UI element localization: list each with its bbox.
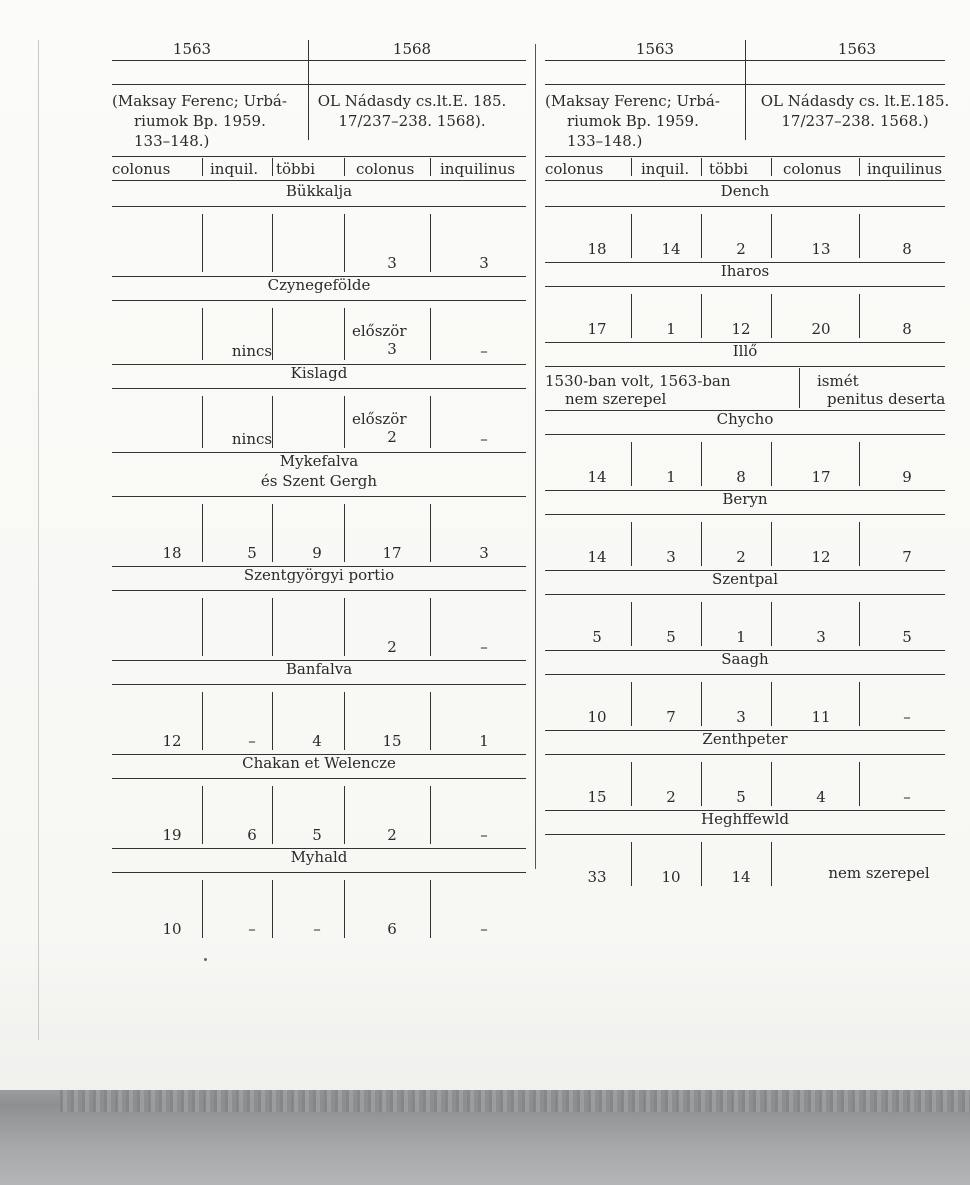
source-citation: 17/237–238. 1568). <box>338 112 486 130</box>
cell-divider <box>701 294 702 338</box>
cell-divider <box>272 504 273 562</box>
cell-value: 8 <box>902 320 912 338</box>
cell-value: 4 <box>816 788 826 806</box>
cell-value: 9 <box>902 468 912 486</box>
cell-divider <box>701 442 702 486</box>
cell-divider <box>771 602 772 646</box>
place-name: Banfalva <box>285 660 353 678</box>
cell-divider <box>859 682 860 726</box>
cell-value: először <box>352 322 407 340</box>
cell-value: 12 <box>162 732 182 750</box>
cell-divider <box>202 880 203 938</box>
cell-divider <box>859 214 860 258</box>
cell-divider <box>631 214 632 258</box>
source-citation: (Maksay Ferenc; Urbá- <box>545 92 720 110</box>
cell-divider <box>771 214 772 258</box>
cell-value: – <box>248 732 256 750</box>
cell-value: 4 <box>312 732 322 750</box>
cell-value: 1 <box>736 628 746 646</box>
cell-divider <box>272 880 273 938</box>
place-name: Mykefalva <box>279 452 359 470</box>
year-header: 1563 <box>837 40 877 58</box>
cell-value: 5 <box>736 788 746 806</box>
place-name: Szentgyörgyi portio <box>243 566 395 584</box>
cell-value: 3 <box>816 628 826 646</box>
cell-divider <box>701 602 702 646</box>
cell-divider <box>631 294 632 338</box>
header-rule <box>545 156 945 157</box>
column-header: többi <box>709 160 749 178</box>
place-rule <box>112 496 526 497</box>
cell-divider <box>771 682 772 726</box>
cell-divider <box>631 522 632 566</box>
cell-divider <box>202 158 203 176</box>
cell-divider <box>308 40 309 140</box>
cell-divider <box>859 602 860 646</box>
cell-value: 3 <box>666 548 676 566</box>
place-name: Myhald <box>290 848 348 866</box>
cell-value: 14 <box>661 240 681 258</box>
place-name: Beryn <box>722 490 768 508</box>
cell-value: 1 <box>479 732 489 750</box>
cell-value: 2 <box>666 788 676 806</box>
cell-value: nincs <box>231 342 273 360</box>
cell-value: nincs <box>231 430 273 448</box>
place-name: Bükkalja <box>285 182 353 200</box>
cell-divider <box>771 442 772 486</box>
cell-value: 2 <box>387 826 397 844</box>
cell-divider <box>430 504 431 562</box>
cell-divider <box>272 214 273 272</box>
cell-divider <box>771 294 772 338</box>
cell-value: 33 <box>587 868 607 886</box>
table-top-rule <box>112 60 526 61</box>
cell-value: 17 <box>587 320 607 338</box>
note-text: 1530-ban volt, 1563-ban <box>545 372 731 390</box>
cell-divider <box>859 442 860 486</box>
cell-value: 3 <box>387 254 397 272</box>
cell-value: 3 <box>479 544 489 562</box>
cell-value: 9 <box>312 544 322 562</box>
cell-divider <box>202 214 203 272</box>
cell-value: 17 <box>382 544 402 562</box>
place-name: Illő <box>732 342 758 360</box>
cell-value: – <box>480 430 488 448</box>
cell-value: 5 <box>247 544 257 562</box>
note-text: penitus deserta <box>827 390 946 408</box>
place-rule <box>545 754 945 755</box>
cell-value: – <box>903 788 911 806</box>
source-citation: riumok Bp. 1959. <box>134 112 266 130</box>
cell-divider <box>771 842 772 886</box>
column-header: colonus <box>545 160 604 178</box>
source-citation: 133–148.) <box>134 132 210 150</box>
cell-value: 18 <box>587 240 607 258</box>
place-rule <box>545 834 945 835</box>
cell-divider <box>344 880 345 938</box>
year-header: 1563 <box>172 40 212 58</box>
place-rule <box>545 286 945 287</box>
cell-value: 15 <box>587 788 607 806</box>
cell-value: 2 <box>736 240 746 258</box>
year-rule <box>112 84 526 85</box>
place-name: Saagh <box>721 650 769 668</box>
year-rule <box>545 84 945 85</box>
cell-value: 6 <box>247 826 257 844</box>
header-bottom-rule <box>545 180 945 181</box>
place-name: Iharos <box>720 262 770 280</box>
cell-divider <box>859 294 860 338</box>
cell-divider <box>430 692 431 750</box>
place-rule <box>545 206 945 207</box>
cell-divider <box>202 504 203 562</box>
place-name: Chakan et Welencze <box>242 754 396 772</box>
source-citation: 133–148.) <box>567 132 643 150</box>
cell-divider <box>430 598 431 656</box>
column-header: colonus <box>356 160 415 178</box>
cell-value: 10 <box>162 920 182 938</box>
column-header: inquil. <box>210 160 259 178</box>
cell-divider <box>701 762 702 806</box>
cell-divider <box>344 308 345 360</box>
cell-divider <box>202 692 203 750</box>
cell-divider <box>631 442 632 486</box>
column-header: colonus <box>783 160 842 178</box>
cell-value: 3 <box>387 340 397 358</box>
place-rule <box>545 674 945 675</box>
cell-value: 5 <box>902 628 912 646</box>
cell-value: 20 <box>811 320 831 338</box>
scanner-edge <box>0 1090 970 1185</box>
cell-divider <box>859 762 860 806</box>
cell-value: 14 <box>587 548 607 566</box>
cell-divider <box>344 396 345 448</box>
cell-divider <box>344 786 345 844</box>
cell-divider <box>344 598 345 656</box>
cell-divider <box>272 396 273 448</box>
cell-divider <box>430 880 431 938</box>
cell-value: 17 <box>811 468 831 486</box>
cell-value: 5 <box>666 628 676 646</box>
place-name: Chycho <box>716 410 774 428</box>
cell-value: 14 <box>731 868 751 886</box>
place-name: Heghffewld <box>701 810 789 828</box>
place-rule <box>545 434 945 435</box>
cell-divider <box>344 214 345 272</box>
cell-divider <box>344 158 345 176</box>
note-text: nem szerepel <box>828 864 930 882</box>
cell-divider <box>771 762 772 806</box>
cell-divider <box>701 214 702 258</box>
cell-value: – <box>480 826 488 844</box>
cell-value: 15 <box>382 732 402 750</box>
place-rule <box>112 684 526 685</box>
cell-value: 11 <box>811 708 831 726</box>
cell-value: – <box>480 342 488 360</box>
cell-divider <box>344 692 345 750</box>
place-name: Dench <box>720 182 770 200</box>
year-header: 1568 <box>392 40 432 58</box>
cell-value: 13 <box>811 240 831 258</box>
cell-value: 10 <box>661 868 681 886</box>
cell-value: 6 <box>387 920 397 938</box>
cell-divider <box>344 504 345 562</box>
cell-divider <box>745 40 746 140</box>
source-citation: riumok Bp. 1959. <box>567 112 699 130</box>
place-rule <box>545 366 945 367</box>
cell-value: 7 <box>902 548 912 566</box>
place-rule <box>112 206 526 207</box>
place-rule <box>112 872 526 873</box>
cell-value: 19 <box>162 826 182 844</box>
place-rule <box>112 388 526 389</box>
cell-value: 1 <box>666 320 676 338</box>
cell-divider <box>771 158 772 176</box>
column-header: többi <box>276 160 316 178</box>
cell-divider <box>859 158 860 176</box>
place-name: és Szent Gergh <box>260 472 378 490</box>
source-citation: OL Nádasdy cs.lt.E. 185. <box>317 92 507 110</box>
cell-value: 7 <box>666 708 676 726</box>
cell-value: 3 <box>736 708 746 726</box>
cell-divider <box>202 396 203 448</box>
place-rule <box>112 778 526 779</box>
cell-divider <box>701 158 702 176</box>
cell-value: 12 <box>811 548 831 566</box>
column-header: inquilinus <box>867 160 943 178</box>
cell-value: – <box>248 920 256 938</box>
note-text: nem szerepel <box>565 390 667 408</box>
place-name: Zenthpeter <box>702 730 788 748</box>
cell-value: 5 <box>592 628 602 646</box>
cell-divider <box>701 842 702 886</box>
header-rule <box>112 156 526 157</box>
cell-divider <box>202 598 203 656</box>
cell-divider <box>771 522 772 566</box>
cell-value: – <box>903 708 911 726</box>
year-header: 1563 <box>635 40 675 58</box>
cell-divider <box>272 692 273 750</box>
cell-divider <box>430 396 431 448</box>
place-rule <box>545 594 945 595</box>
cell-divider <box>202 308 203 360</box>
cell-value: 5 <box>312 826 322 844</box>
header-bottom-rule <box>112 180 526 181</box>
cell-divider <box>272 598 273 656</box>
cell-value: 14 <box>587 468 607 486</box>
place-name: Czynegefölde <box>267 276 371 294</box>
place-name: Kislagd <box>290 364 348 382</box>
cell-value: 3 <box>479 254 489 272</box>
cell-value: 10 <box>587 708 607 726</box>
column-header: inquilinus <box>440 160 516 178</box>
cell-divider <box>272 158 273 176</box>
cell-divider <box>701 682 702 726</box>
column-divider <box>535 44 536 869</box>
place-rule <box>545 514 945 515</box>
cell-divider <box>631 682 632 726</box>
column-header: inquil. <box>641 160 690 178</box>
cell-divider <box>631 762 632 806</box>
cell-divider <box>631 602 632 646</box>
place-rule <box>112 590 526 591</box>
cell-value: 2 <box>387 638 397 656</box>
binding-edge <box>38 40 39 1040</box>
cell-divider <box>701 522 702 566</box>
cell-value: 12 <box>731 320 751 338</box>
cell-value: 18 <box>162 544 182 562</box>
cell-divider <box>430 308 431 360</box>
cell-value: 8 <box>736 468 746 486</box>
cell-divider <box>430 214 431 272</box>
place-name: Szentpal <box>711 570 779 588</box>
cell-divider <box>272 308 273 360</box>
cell-value: – <box>480 638 488 656</box>
source-citation: OL Nádasdy cs. lt.E.185. <box>760 92 950 110</box>
cell-value: 1 <box>666 468 676 486</box>
cell-value: először <box>352 410 407 428</box>
speck <box>204 958 207 961</box>
cell-value: – <box>313 920 321 938</box>
place-rule <box>112 300 526 301</box>
cell-value: 8 <box>902 240 912 258</box>
cell-value: 2 <box>736 548 746 566</box>
cell-divider <box>631 158 632 176</box>
column-header: colonus <box>112 160 171 178</box>
cell-divider <box>272 786 273 844</box>
cell-divider <box>859 522 860 566</box>
note-text: ismét <box>817 372 859 390</box>
cell-value: – <box>480 920 488 938</box>
cell-divider <box>430 786 431 844</box>
cell-divider <box>631 842 632 886</box>
source-citation: 17/237–238. 1568.) <box>781 112 929 130</box>
cell-divider <box>799 368 800 408</box>
cell-value: 2 <box>387 428 397 446</box>
source-citation: (Maksay Ferenc; Urbá- <box>112 92 287 110</box>
cell-divider <box>202 786 203 844</box>
cell-divider <box>430 158 431 176</box>
